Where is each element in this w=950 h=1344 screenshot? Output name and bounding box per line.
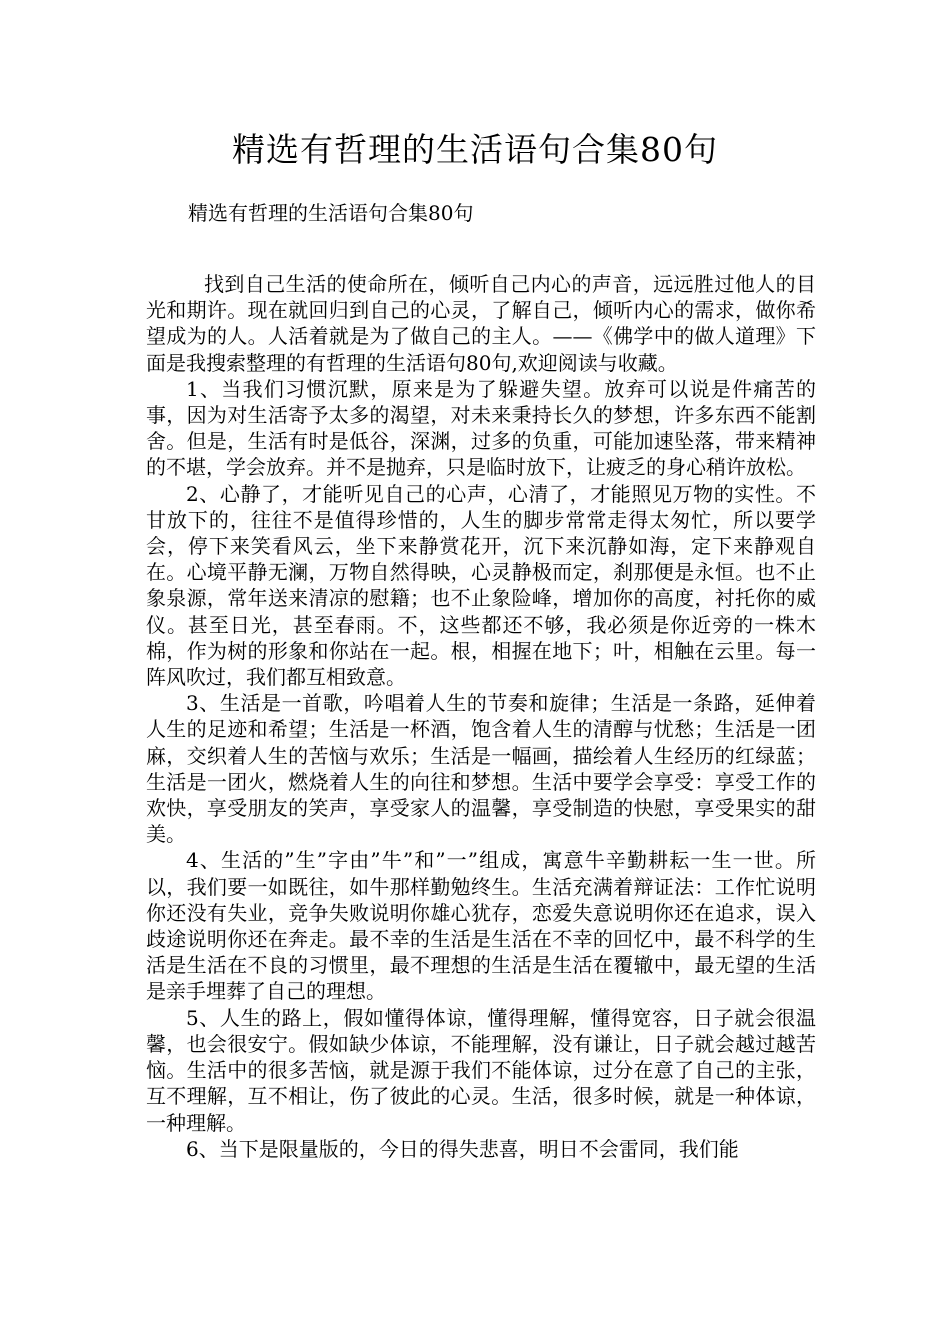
quote-paragraph-6: 6、当下是限量版的，今日的得失悲喜，明日不会雷同，我们能 bbox=[186, 1136, 739, 1161]
document-body bbox=[146, 271, 816, 1162]
quote-paragraph-3: 3、生活是一首歌，吟唱着人生的节奏和旋律；生活是一条路，延伸着人生的足迹和希望；生活是一杯酒，饱含着人生的清醇与忧愁；生活是一团麻，交织着人生的苦恼与欢乐；生活是一幅画，描绘着人生经历的红绿蓝；生活是一团火，燃烧着人生的向往和梦想。生活中要学会享受：享受工作的欢快，享受朋友的笑声，享受家人的温馨，享受制造的快慰，享受果实的甜美。 bbox=[146, 691, 816, 847]
quote-paragraph-2: 2、心静了，才能听见自己的心声，心清了，才能照见万物的实性。不甘放下的，往往不是值得珍惜的，人生的脚步常常走得太匆忙，所以要学会，停下来笑看风云，坐下来静赏花开，沉下来沉静如海，定下来静观自在。心境平静无澜，万物自然得映，心灵静极而定，刹那便是永恒。也不止象泉源，常年送来清凉的慰籍；也不止象险峰，增加你的高度，衬托你的威仪。甚至日光，甚至春雨。不，这些都还不够，我必须是你近旁的一株木棉，作为树的形象和你站在一起。根，相握在地下；叶，相触在云里。每一阵风吹过，我们都互相致意。 bbox=[146, 481, 816, 690]
quote-paragraph-1: 1、当我们习惯沉默，原来是为了躲避失望。放弃可以说是件痛苦的事，因为对生活寄予太多的渴望，对未来秉持长久的梦想，许多东西不能割舍。但是，生活有时是低谷，深渊，过多的负重，可能加速坠落，带来精神的不堪，学会放弃。并不是抛弃，只是临时放下，让疲乏的身心稍许放松。 bbox=[146, 376, 816, 480]
intro-paragraph: 找到自己生活的使命所在，倾听自己内心的声音，远远胜过他人的目光和期许。现在就回归到自己的心灵，了解自己，倾听内心的需求，做你希望成为的人。人活着就是为了做自己的主人。——《佛学中的做人道理》下面是我搜索整理的有哲理的生活语句80句,欢迎阅读与收藏。 bbox=[146, 272, 816, 375]
quote-paragraph-5: 5、人生的路上，假如懂得体谅，懂得理解，懂得宽容，日子就会很温馨，也会很安宁。假如缺少体谅，不能理解，没有谦让，日子就会越过越苦恼。生活中的很多苦恼，就是源于我们不能体谅，过分在意了自己的主张，互不理解，互不相让，伤了彼此的心灵。生活，很多时候，就是一种体谅，一种理解。 bbox=[146, 1005, 816, 1135]
document-subtitle: 精选有哲理的生活语句合集80句 bbox=[188, 201, 474, 225]
quote-paragraph-4: 4、生活的”生”字由”牛”和”一”组成，寓意牛辛勤耕耘一生一世。所以，我们要一如既往，如牛那样勤勉终生。生活充满着辩证法：工作忙说明你还没有失业，竞争失败说明你雄心犹存，恋爱失意说明你还在追求，误入歧途说明你还在奔走。最不幸的生活是生活在不幸的回忆中，最不科学的生活是生活在不良的习惯里，最不理想的生活是生活在覆辙中，最无望的生活是亲手埋葬了自己的理想。 bbox=[146, 848, 816, 1004]
document-title: 精选有哲理的生活语句合集80句 bbox=[232, 130, 718, 169]
